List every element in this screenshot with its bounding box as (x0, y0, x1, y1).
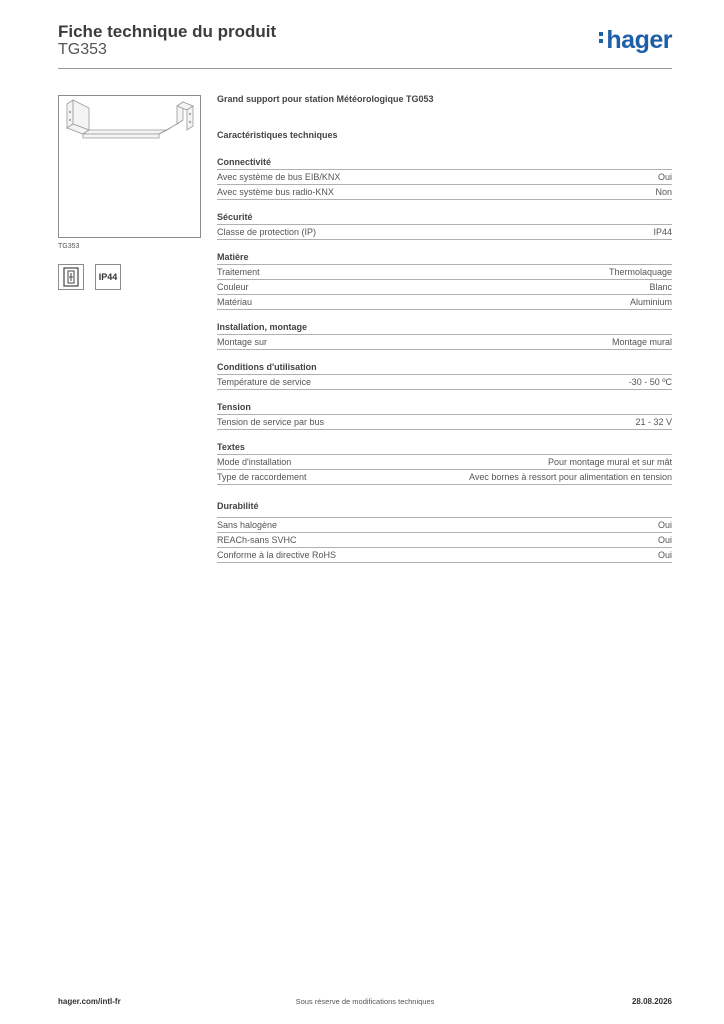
product-name: Grand support pour station Météorologique TG053 (217, 94, 434, 104)
section-title: Matière (217, 250, 672, 265)
spec-row (217, 265, 672, 280)
spec-value: Oui (657, 520, 672, 530)
section-securite (217, 210, 672, 240)
hager-logo (599, 26, 672, 55)
logo-text: hager (606, 26, 672, 54)
spec-row (217, 470, 672, 485)
spec-label: Couleur (217, 282, 249, 292)
section-connectivite (217, 155, 672, 200)
section-durabilite (217, 499, 672, 563)
image-caption: TG353 (58, 243, 80, 250)
spec-label: Montage sur (217, 337, 268, 347)
spec-value: Thermolaquage (608, 267, 672, 277)
header-divider (58, 68, 672, 69)
section-textes (217, 440, 672, 485)
spec-row (217, 375, 672, 390)
bracket-illustration (59, 96, 200, 237)
spec-value: Aluminium (629, 297, 672, 307)
spec-value: Blanc (649, 282, 672, 292)
spec-label: REACh-sans SVHC (217, 535, 297, 545)
spec-row (217, 225, 672, 240)
ip44-badge: IP44 (95, 264, 121, 290)
footer-website-link[interactable]: hager.com/intl-fr (58, 997, 121, 1006)
section-title: Conditions d'utilisation (217, 360, 672, 375)
spec-label: Avec système de bus EIB/KNX (217, 172, 341, 182)
spec-row (217, 455, 672, 470)
product-image (58, 95, 201, 238)
spec-value: -30 - 50 ºC (628, 377, 672, 387)
footer-notice: Sous réserve de modifications techniques (295, 997, 435, 1006)
section-matiere (217, 250, 672, 310)
spec-value: Oui (657, 535, 672, 545)
spec-label: Matériau (217, 297, 253, 307)
page-header (58, 20, 672, 70)
section-title: Durabilité (217, 501, 259, 511)
spec-row (217, 280, 672, 295)
spec-label: Tension de service par bus (217, 417, 325, 427)
section-installation (217, 320, 672, 350)
section-tension (217, 400, 672, 430)
tech-heading: Caractéristiques techniques (217, 130, 338, 140)
spec-label: Type de raccordement (217, 472, 307, 482)
spec-label: Mode d'installation (217, 457, 292, 467)
section-title: Tension (217, 400, 672, 415)
spec-value: Oui (657, 172, 672, 182)
spec-row (217, 415, 672, 430)
spec-value: Pour montage mural et sur mât (547, 457, 672, 467)
spec-row (217, 533, 672, 548)
spec-label: Conforme à la directive RoHS (217, 550, 337, 560)
section-title: Sécurité (217, 210, 672, 225)
spec-value: Non (655, 187, 672, 197)
section-title: Installation, montage (217, 320, 672, 335)
spec-label: Classe de protection (IP) (217, 227, 317, 237)
spec-row (217, 335, 672, 350)
spec-value: Montage mural (611, 337, 672, 347)
spec-row (217, 517, 672, 533)
spec-row (217, 548, 672, 563)
logo-colon-icon (599, 29, 604, 46)
wall-mount-icon (58, 264, 84, 290)
spec-value: Avec bornes à ressort pour alimentation en tension (469, 472, 672, 482)
spec-value: 21 - 32 V (635, 417, 672, 427)
footer-date: 28.08.2026 (631, 997, 672, 1006)
section-conditions (217, 360, 672, 390)
document-title: Fiche technique du produit (58, 22, 277, 41)
product-details (217, 94, 672, 573)
section-title: Connectivité (217, 155, 672, 170)
spec-value: Oui (657, 550, 672, 560)
spec-label: Traitement (217, 267, 260, 277)
product-code: TG353 (58, 41, 107, 58)
spec-row (217, 295, 672, 310)
section-title: Textes (217, 440, 672, 455)
spec-label: Température de service (217, 377, 312, 387)
spec-value: IP44 (653, 227, 672, 237)
feature-icons (58, 264, 121, 292)
spec-label: Sans halogène (217, 520, 278, 530)
spec-row (217, 170, 672, 185)
spec-label: Avec système bus radio-KNX (217, 187, 334, 197)
spec-row (217, 185, 672, 200)
